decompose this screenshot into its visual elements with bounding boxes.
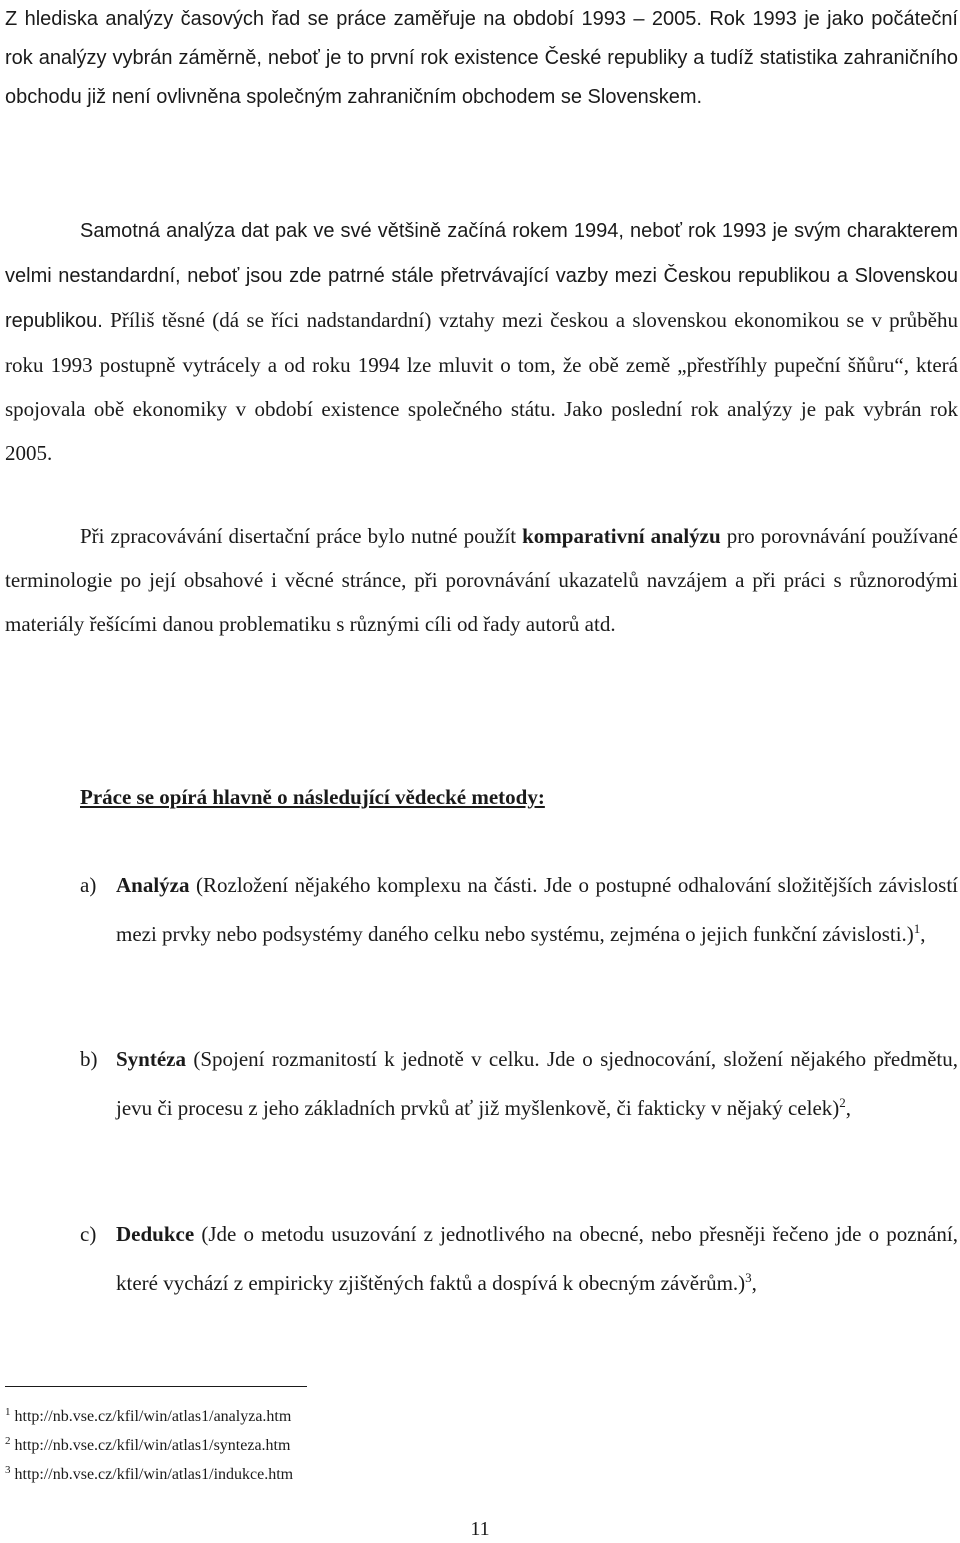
footnote-number: 2 xyxy=(5,1435,11,1447)
list-item-body xyxy=(116,863,958,956)
method-item-deduction xyxy=(80,1212,958,1305)
list-item-tail: , xyxy=(751,1271,757,1295)
list-item-body xyxy=(116,1212,958,1305)
list-item-body xyxy=(116,1037,958,1130)
footnote-ref[interactable]: 2 xyxy=(839,1095,846,1110)
paragraph-comparative-after: pro porovnávání používané terminologie po její obsahové i věcné stránce, při porovnávání ukazatelů navzájem a při práci s různorodými materiály řešícími danou problematiku s různými cíli od řady autorů atd. xyxy=(5,524,958,636)
method-description: (Spojení rozmanitostí k jednotě v celku. Jde o sjednocování, složení nějakého předmětu, jevu či procesu z jeho základních prvků ať již myšlenkově, či fakticky v nějaký celek) xyxy=(116,1047,958,1120)
footnote-1 xyxy=(5,1400,293,1429)
footnote-link[interactable]: http://nb.vse.cz/kfil/win/atlas1/analyza.htm xyxy=(14,1408,292,1425)
paragraph-time-series: Z hlediska analýzy časových řad se práce zaměřuje na období 1993 – 2005. Rok 1993 je jako počáteční rok analýzy vybrán záměrně, neboť je to první rok existence České republiky a tudíž statistika zahraničního obchodu již není ovlivněna společným zahraničním obchodem se Slovenskem. xyxy=(5,8,958,108)
method-description: (Jde o metodu usuzování z jednotlivého na obecné, nebo přesněji řečeno jde o poznání, které vychází z empiricky zjištěných faktů a dospívá k obecným závěrům.) xyxy=(116,1222,958,1295)
method-description: (Rozložení nějakého komplexu na části. Jde o postupné odhalování složitějších závislostí mezi prvky nebo podsystémy daného celku nebo systému, zejména o jejich funkční závislosti.) xyxy=(116,873,958,946)
paragraph-data-analysis-part2: Příliš těsné (dá se říci nadstandardní) vztahy mezi českou a slovenskou ekonomikou se v průběhu roku 1993 postupně vytrácely a od roku 1994 lze mluvit o tom, že obě země „přestříhly pupeční šňůru“, která spojovala obě ekonomiky v období existence společného státu. Jako poslední rok analýzy je pak vybrán rok 2005. xyxy=(5,308,958,465)
footnote-number: 1 xyxy=(5,1406,11,1418)
footnotes xyxy=(5,1400,293,1487)
list-marker: c) xyxy=(80,1222,97,1246)
list-marker: a) xyxy=(80,873,97,897)
footnote-link[interactable]: http://nb.vse.cz/kfil/win/atlas1/synteza.htm xyxy=(14,1437,291,1454)
footnote-2 xyxy=(5,1429,293,1458)
method-term: Syntéza xyxy=(116,1047,186,1071)
method-item-synthesis xyxy=(80,1037,958,1130)
methods-heading: Práce se opírá hlavně o následující vědecké metody: xyxy=(80,785,545,809)
paragraph-comparative-bold: komparativní analýzu xyxy=(522,524,721,548)
paragraph-data-analysis xyxy=(5,208,958,475)
paragraph-data-analysis-part1: Samotná analýza dat pak ve své většině začíná rokem 1994, neboť rok 1993 je svým charakterem velmi nestandardní, neboť jsou zde patrné stále přetrvávající vazby mezi Českou republikou a Slovenskou republikou. xyxy=(5,220,958,332)
footnote-ref[interactable]: 1 xyxy=(913,921,921,936)
method-term: Dedukce xyxy=(116,1222,195,1246)
method-item-analysis xyxy=(80,863,958,956)
footnote-3 xyxy=(5,1458,293,1487)
footnote-link[interactable]: http://nb.vse.cz/kfil/win/atlas1/indukce.htm xyxy=(14,1466,294,1483)
footnote-number: 3 xyxy=(5,1464,11,1476)
paragraph-comparative xyxy=(5,514,958,646)
paragraph-comparative-before: Při zpracovávání disertační práce bylo nutné použít xyxy=(80,524,523,548)
list-item-tail: , xyxy=(845,1096,852,1120)
footnote-ref[interactable]: 3 xyxy=(745,1270,752,1285)
list-marker: b) xyxy=(80,1047,98,1071)
method-term: Analýza xyxy=(116,873,190,897)
list-item-tail: , xyxy=(920,922,926,946)
page-number: 11 xyxy=(470,1518,490,1540)
footnote-separator xyxy=(5,1386,307,1387)
